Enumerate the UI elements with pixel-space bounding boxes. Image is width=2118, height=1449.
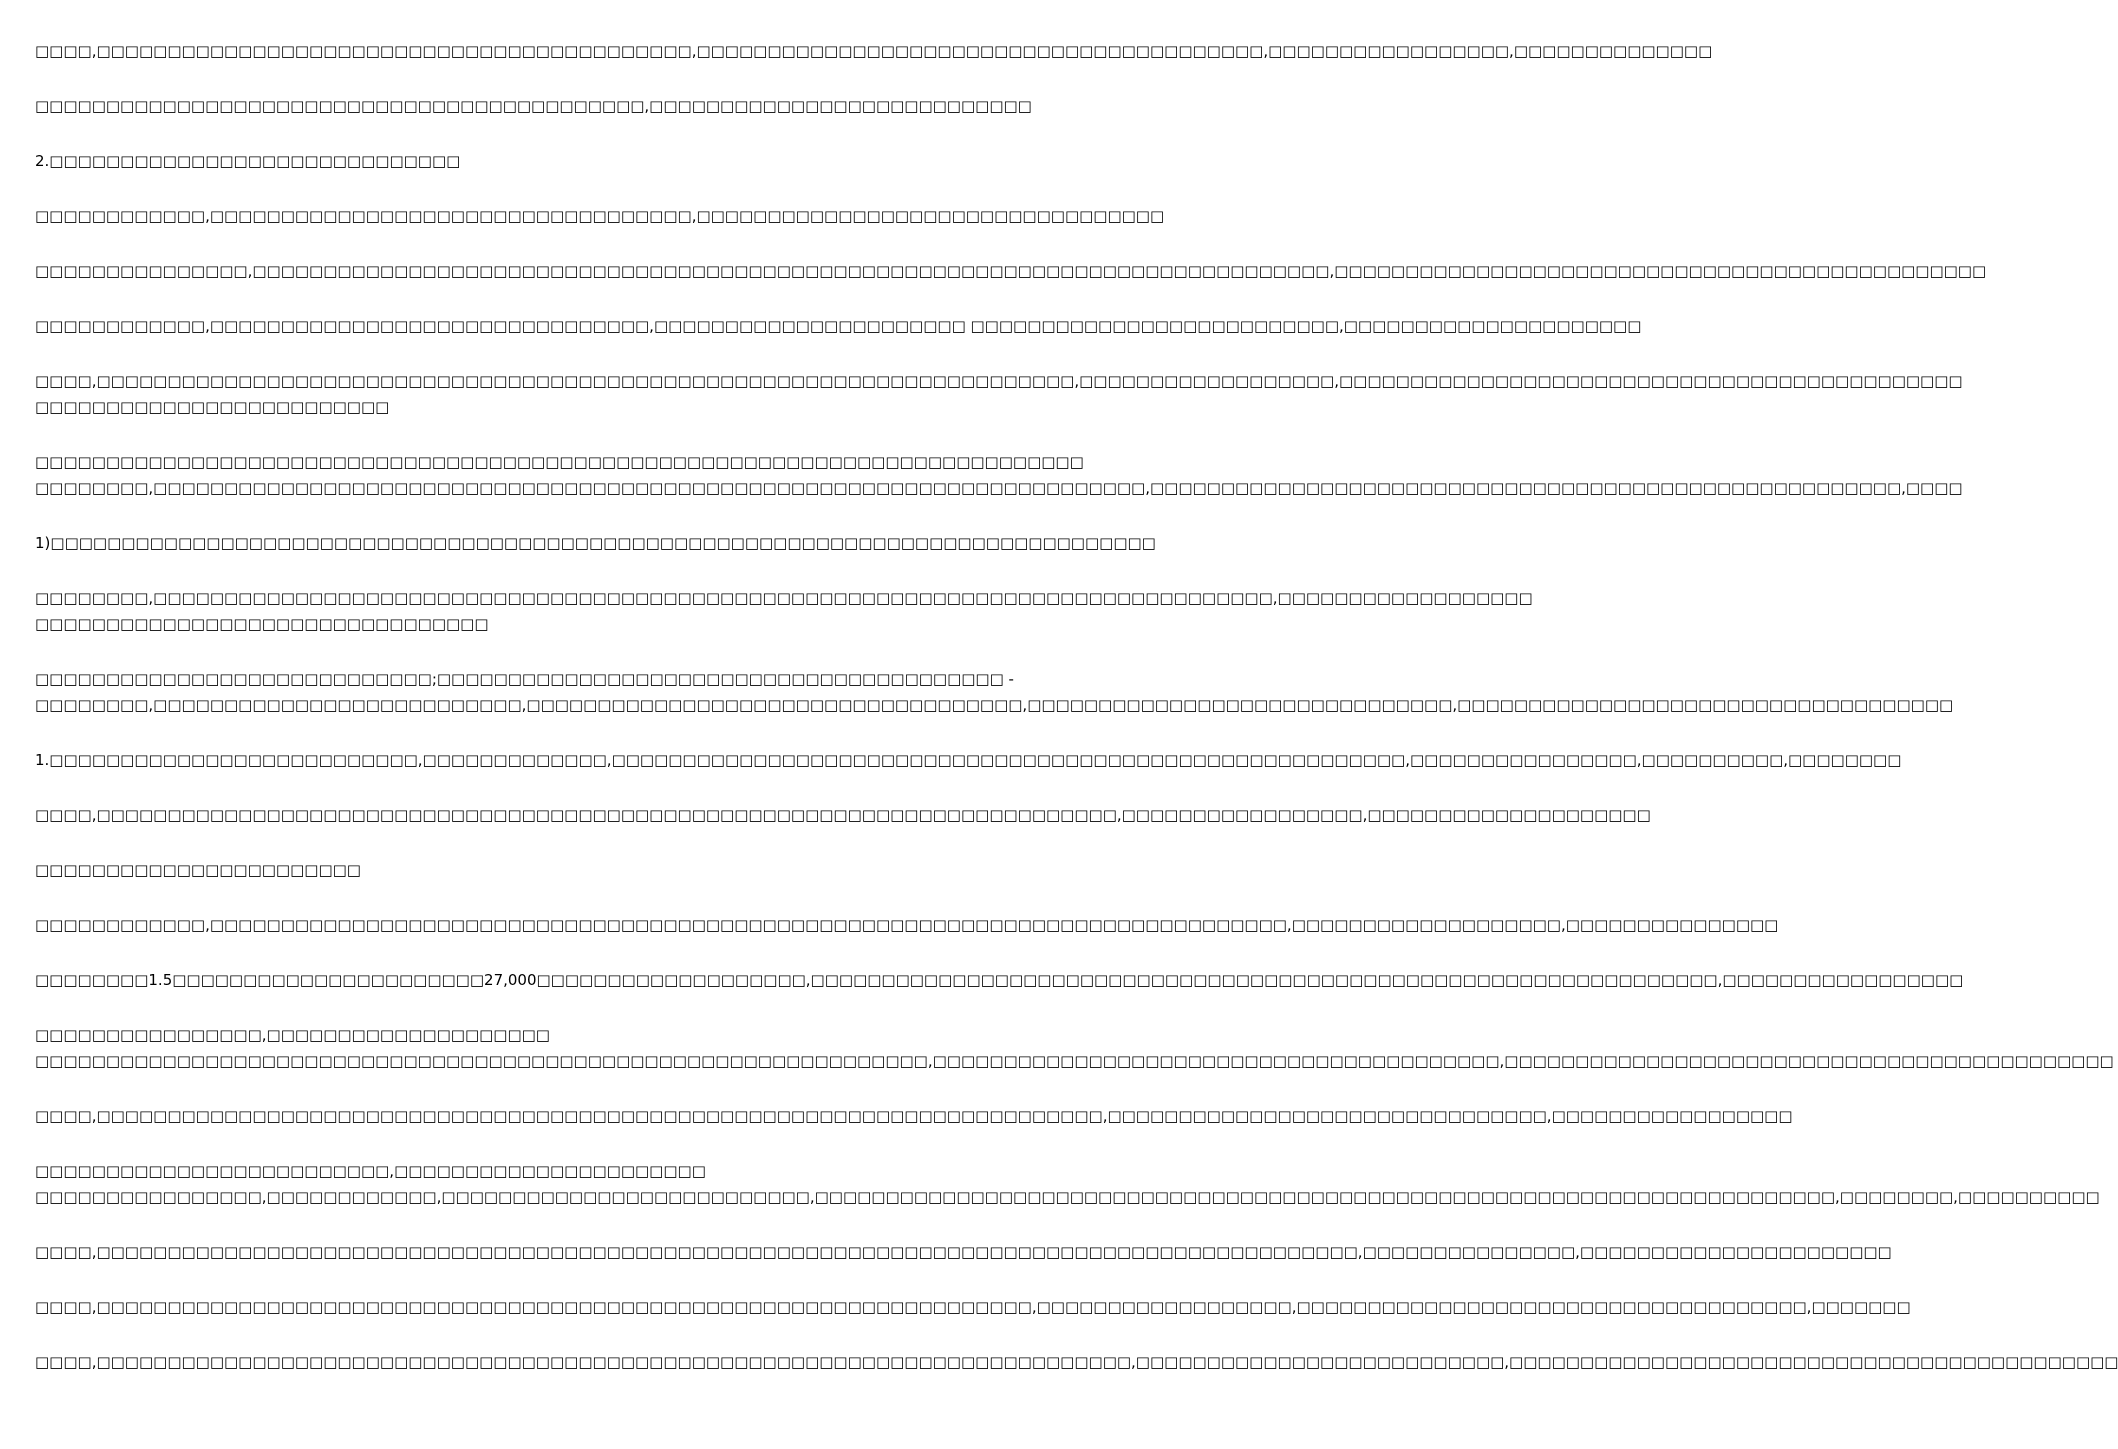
paragraph-6-line-2: □□□□□□□□□□□□□□□□□□□□□□□□□ — [35, 398, 390, 416]
document-body — [35, 38, 2118, 1375]
paragraph-17: □□□□,□□□□□□□□□□□□□□□□□□□□□□□□□□□□□□□□□□□□□□□□□□□□□□□□□□□□□□□□□□□□□□□□□□,□□□□□□□□□□□□□□□□□□,□□□□□□□□□□□□□□□□□□□□□□□□□□□□□□□□□□□□,□□□□□□□ — [35, 1298, 1911, 1316]
paragraph-4: □□□□□□□□□□□□□□□,□□□□□□□□□□□□□□□□□□□□□□□□□□□□□□□□□□□□□□□□□□□□□□□□□□□□□□□□□□□□□□□□□□□□□□□□□□□□,□□□□□□□□□□□□□□□□□□□□□□□□□□□□□□□□□□□□□□□□□□□□□□ — [35, 262, 1987, 280]
numbered-item-1: 1.□□□□□□□□□□□□□□□□□□□□□□□□□□,□□□□□□□□□□□□□,□□□□□□□□□□□□□□□□□□□□□□□□□□□□□□□□□□□□□□□□□□□□□□□□□□□□□□□□,□□□□□□□□□□□□□□□□,□□□□□□□□□□,□□□□□□□□ — [35, 751, 1902, 769]
paragraph-3: □□□□□□□□□□□□,□□□□□□□□□□□□□□□□□□□□□□□□□□□□□□□□□□,□□□□□□□□□□□□□□□□□□□□□□□□□□□□□□□□□ — [35, 207, 1165, 225]
list-item-1: 1)□□□□□□□□□□□□□□□□□□□□□□□□□□□□□□□□□□□□□□□□□□□□□□□□□□□□□□□□□□□□□□□□□□□□□□□□□□□□□□ — [35, 534, 1156, 552]
paragraph-9-line-1: □□□□□□□□□□□□□□□□□□□□□□□□□□□□;□□□□□□□□□□□□□□□□□□□□□□□□□□□□□□□□□□□□□□□□ - — [35, 670, 1014, 688]
paragraph-15-line-1: □□□□□□□□□□□□□□□□□□□□□□□□□,□□□□□□□□□□□□□□□□□□□□□□ — [35, 1162, 706, 1180]
paragraph-1: □□□□,□□□□□□□□□□□□□□□□□□□□□□□□□□□□□□□□□□□□□□□□□□,□□□□□□□□□□□□□□□□□□□□□□□□□□□□□□□□□□□□□□□□,□□□□□□□□□□□□□□□□□,□□□□□□□□□□□□□□ — [35, 42, 1713, 60]
paragraph-9-line-2: □□□□□□□□,□□□□□□□□□□□□□□□□□□□□□□□□□□,□□□□□□□□□□□□□□□□□□□□□□□□□□□□□□□□□□□,□□□□□□□□□□□□□□□□□□□□□□□□□□□□□□,□□□□□□□□□□□□□□□□□□□□□□□□□□□□□□□□□□□ — [35, 696, 1954, 714]
paragraph-16: □□□□,□□□□□□□□□□□□□□□□□□□□□□□□□□□□□□□□□□□□□□□□□□□□□□□□□□□□□□□□□□□□□□□□□□□□□□□□□□□□□□□□□□□□□□□□□,□□□□□□□□□□□□□□□,□□□□□□□□□□□□□□□□□□□□□□ — [35, 1243, 1892, 1261]
paragraph-6-line-1: □□□□,□□□□□□□□□□□□□□□□□□□□□□□□□□□□□□□□□□□□□□□□□□□□□□□□□□□□□□□□□□□□□□□□□□□□□,□□□□□□□□□□□□□□□□□□,□□□□□□□□□□□□□□□□□□□□□□□□□□□□□□□□□□□□□□□□□□□□ — [35, 372, 1963, 390]
paragraph-13-line-1: □□□□□□□□□□□□□□□□,□□□□□□□□□□□□□□□□□□□□ — [35, 1026, 550, 1044]
paragraph-13-line-2: □□□□□□□□□□□□□□□□□□□□□□□□□□□□□□□□□□□□□□□□□□□□□□□□□□□□□□□□□□□□□□□,□□□□□□□□□□□□□□□□□□□□□□□□□□□□□□□□□□□□□□□□,□□□□□□□□□□□□□□□□□□□□□□□□□□□□□□□□□□□□□□□□□□□ — [35, 1052, 2114, 1070]
paragraph-7-line-2: □□□□□□□□,□□□□□□□□□□□□□□□□□□□□□□□□□□□□□□□□□□□□□□□□□□□□□□□□□□□□□□□□□□□□□□□□□□□□□□,□□□□□□□□□□□□□□□□□□□□□□□□□□□□□□□□□□□□□□□□□□□□□□□□□□□□□,□□□□ — [35, 479, 1963, 497]
subheading: □□□□□□□□□□□□□□□□□□□□□□□ — [35, 861, 361, 879]
paragraph-8-line-2: □□□□□□□□□□□□□□□□□□□□□□□□□□□□□□□□ — [35, 615, 489, 633]
section-heading-2: 2.□□□□□□□□□□□□□□□□□□□□□□□□□□□□□ — [35, 152, 461, 170]
paragraph-12: □□□□□□□□1.5□□□□□□□□□□□□□□□□□□□□□□27,000□□□□□□□□□□□□□□□□□□□,□□□□□□□□□□□□□□□□□□□□□□□□□□□□□□□□□□□□□□□□□□□□□□□□□□□□□□□□□□□□□□□□,□□□□□□□□□□□□□□□□□ — [35, 971, 1964, 989]
paragraph-8-line-1: □□□□□□□□,□□□□□□□□□□□□□□□□□□□□□□□□□□□□□□□□□□□□□□□□□□□□□□□□□□□□□□□□□□□□□□□□□□□□□□□□□□□□□□□,□□□□□□□□□□□□□□□□□□ — [35, 589, 1533, 607]
paragraph-5: □□□□□□□□□□□□,□□□□□□□□□□□□□□□□□□□□□□□□□□□□□□□,□□□□□□□□□□□□□□□□□□□□□□ □□□□□□□□□□□□□□□□□□□□□□□□□□,□□□□□□□□□□□□□□□□□□□□□ — [35, 317, 1642, 335]
paragraph-14: □□□□,□□□□□□□□□□□□□□□□□□□□□□□□□□□□□□□□□□□□□□□□□□□□□□□□□□□□□□□□□□□□□□□□□□□□□□□,□□□□□□□□□□□□□□□□□□□□□□□□□□□□□□□,□□□□□□□□□□□□□□□□□ — [35, 1107, 1793, 1125]
paragraph-7-line-1: □□□□□□□□□□□□□□□□□□□□□□□□□□□□□□□□□□□□□□□□□□□□□□□□□□□□□□□□□□□□□□□□□□□□□□□□□□ — [35, 453, 1084, 471]
paragraph-2: □□□□□□□□□□□□□□□□□□□□□□□□□□□□□□□□□□□□□□□□□□□,□□□□□□□□□□□□□□□□□□□□□□□□□□□ — [35, 97, 1032, 115]
paragraph-10: □□□□,□□□□□□□□□□□□□□□□□□□□□□□□□□□□□□□□□□□□□□□□□□□□□□□□□□□□□□□□□□□□□□□□□□□□□□□□,□□□□□□□□□□□□□□□□□,□□□□□□□□□□□□□□□□□□□□ — [35, 806, 1651, 824]
paragraph-11: □□□□□□□□□□□□,□□□□□□□□□□□□□□□□□□□□□□□□□□□□□□□□□□□□□□□□□□□□□□□□□□□□□□□□□□□□□□□□□□□□□□□□□□□□,□□□□□□□□□□□□□□□□□□□,□□□□□□□□□□□□□□□ — [35, 916, 1779, 934]
paragraph-18: □□□□,□□□□□□□□□□□□□□□□□□□□□□□□□□□□□□□□□□□□□□□□□□□□□□□□□□□□□□□□□□□□□□□□□□□□□□□□□,□□□□□□□□□□□□□□□□□□□□□□□□□□,□□□□□□□□□□□□□□□□□□□□□□□□□□□□□□□□□□□□□□□□□□□ — [35, 1353, 2118, 1371]
paragraph-15-line-2: □□□□□□□□□□□□□□□□,□□□□□□□□□□□□,□□□□□□□□□□□□□□□□□□□□□□□□□□,□□□□□□□□□□□□□□□□□□□□□□□□□□□□□□□□□□□□□□□□□□□□□□□□□□□□□□□□□□□□□□□□□□□□□□□□,□□□□□□□□,□□□□□□□□□□ — [35, 1188, 2100, 1206]
